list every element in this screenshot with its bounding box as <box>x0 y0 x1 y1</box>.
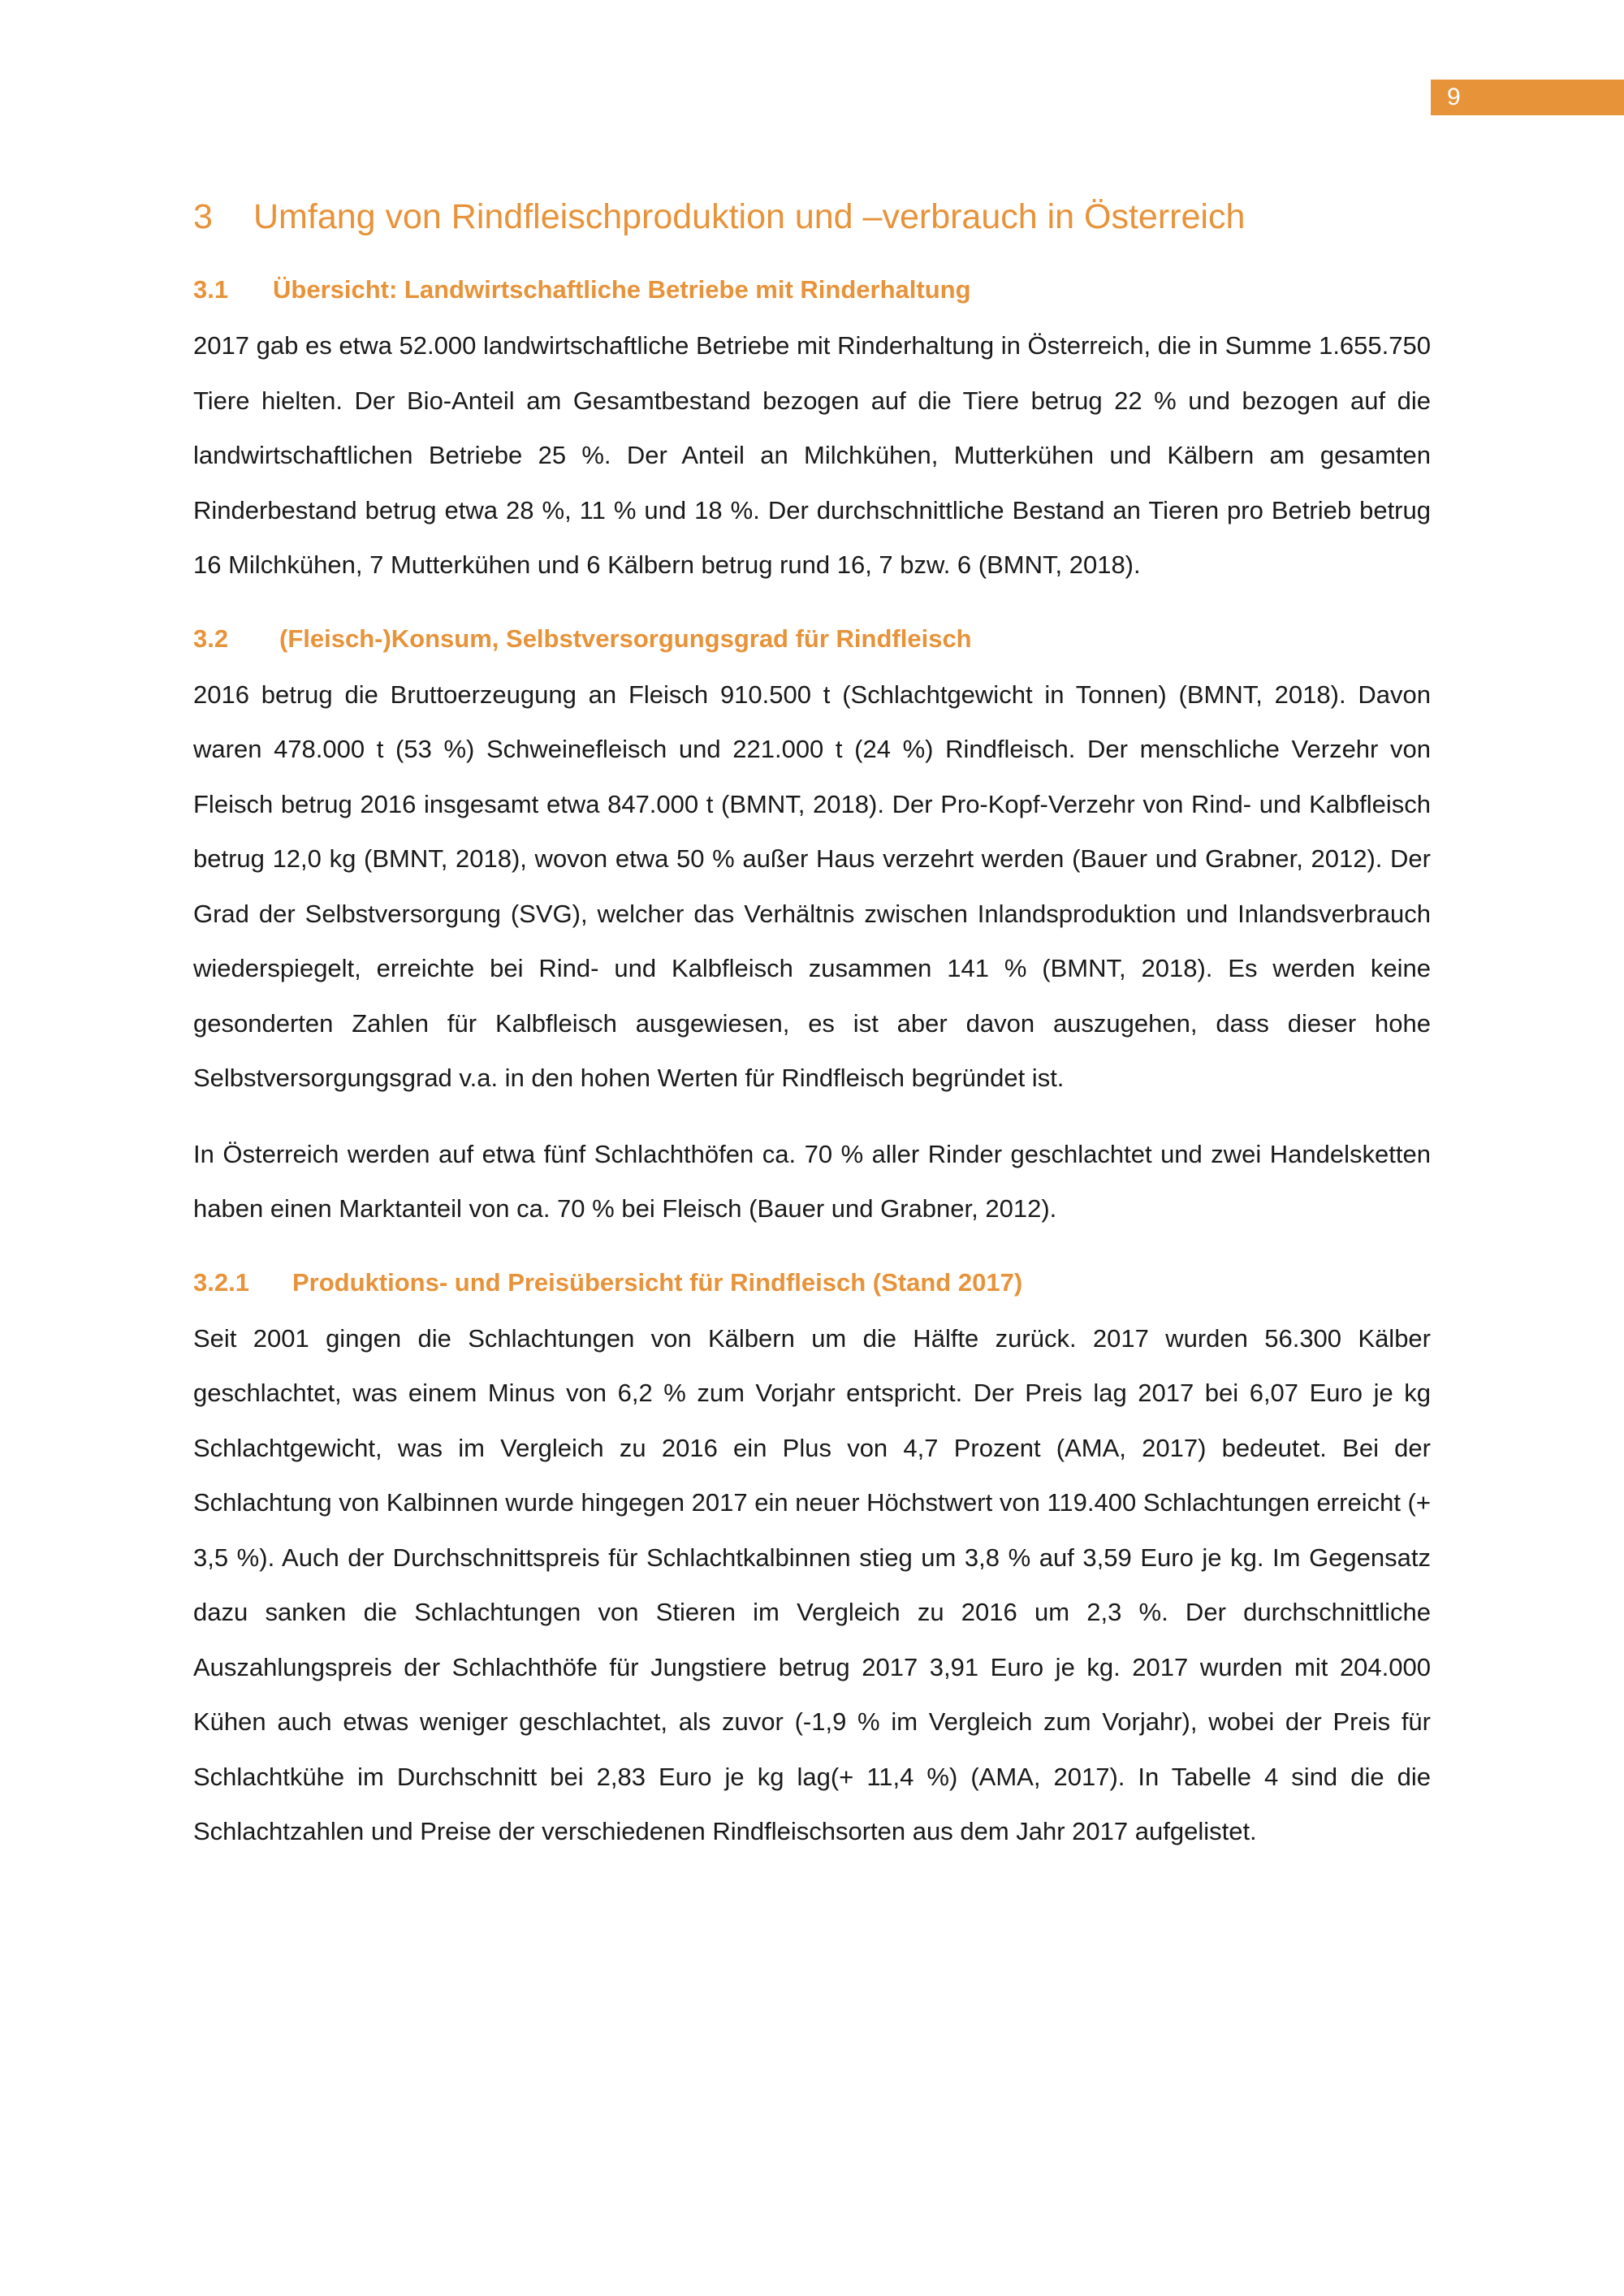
section-3-2-1-paragraph: Seit 2001 gingen die Schlachtungen von Kälbern um die Hälfte zurück. 2017 wurden 56.300 Kälber geschlachtet, was einem Minus von 6,2 % zum Vorjahr entspricht. Der Preis lag 2017 bei 6,07 Euro je kg Schlachtgewicht, was im Vergleich zu 2016 ein Plus von 4,7 Prozent (AMA, 2017) bedeutet. Bei der Schlachtung von Kalbinnen wurde hingegen 2017 ein neuer Höchstwert von 119.400 Schlachtungen erreicht (+ 3,5 %). Auch der Durchschnittspreis für Schlachtkalbinnen stieg um 3,8 % auf 3,59 Euro je kg. Im Gegensatz dazu sanken die Schlachtungen von Stieren im Vergleich zu 2016 um 2,3 %. Der durchschnittliche Auszahlungspreis der Schlachthöfe für Jungstiere betrug 2017 3,91 Euro je kg. 2017 wurden mit 204.000 Kühen auch etwas weniger geschlachtet, als zuvor (-1,9 % im Vergleich zum Vorjahr), wobei der Preis für Schlachtkühe im Durchschnitt bei 2,83 Euro je kg lag(+ 11,4 %) (AMA, 2017). In Tabelle 4 sind die die Schlachtzahlen und Preise der verschiedenen Rindfleischsorten aus dem Jahr 2017 aufgelistet. <box>193 1323 1431 1845</box>
page-number: 9 <box>1447 84 1461 110</box>
section-3-2-1-title: Produktions- und Preisübersicht für Rindfleisch (Stand 2017) <box>292 1267 1023 1297</box>
section-3-heading <box>193 188 1431 245</box>
page-content <box>193 188 1431 1880</box>
section-3-title: Umfang von Rindfleischproduktion und –verbrauch in Österreich <box>253 197 1246 236</box>
section-3-1-number: 3.1 <box>193 275 229 304</box>
section-3-2-paragraph-1: 2016 betrug die Bruttoerzeugung an Fleisch 910.500 t (Schlachtgewicht in Tonnen) (BMNT, 2018). Davon waren 478.000 t (53 %) Schweinefleisch und 221.000 t (24 %) Rindfleisch. Der menschliche Verzehr von Fleisch betrug 2016 insgesamt etwa 847.000 t (BMNT, 2018). Der Pro-Kopf-Verzehr von Rind- und Kalbfleisch betrug 12,0 kg (BMNT, 2018), wovon etwa 50 % außer Haus verzehrt werden (Bauer und Grabner, 2012). Der Grad der Selbstversorgung (SVG), welcher das Verhältnis zwischen Inlandsproduktion und Inlandsverbrauch wiederspiegelt, erreichte bei Rind- und Kalbfleisch zusammen 141 % (BMNT, 2018). Es werden keine gesonderten Zahlen für Kalbfleisch ausgewiesen, es ist aber davon auszugehen, dass dieser hohe Selbstversorgungsgrad v.a. in den hohen Werten für Rindfleisch begründet ist. <box>193 680 1431 1092</box>
section-3-2-paragraph-2: In Österreich werden auf etwa fünf Schlachthöfen ca. 70 % aller Rinder geschlachtet und zwei Handelsketten haben einen Marktanteil von ca. 70 % bei Fleisch (Bauer und Grabner, 2012). <box>193 1139 1431 1223</box>
section-3-1-heading <box>193 265 1431 315</box>
section-3-2-number: 3.2 <box>193 624 229 653</box>
section-3-1-title: Übersicht: Landwirtschaftliche Betriebe mit Rinderhaltung <box>273 275 971 304</box>
section-3-1-paragraph: 2017 gab es etwa 52.000 landwirtschaftliche Betriebe mit Rinderhaltung in Österreich, die in Summe 1.655.750 Tiere hielten. Der Bio-Anteil am Gesamtbestand bezogen auf die Tiere betrug 22 % und bezogen auf die landwirtschaftlichen Betriebe 25 %. Der Anteil an Milchkühen, Mutterkühen und Kälbern am gesamten Rinderbestand betrug etwa 28 %, 11 % und 18 %. Der durchschnittliche Bestand an Tieren pro Betrieb betrug 16 Milchkühen, 7 Mutterkühen und 6 Kälbern betrug rund 16, 7 bzw. 6 (BMNT, 2018). <box>193 331 1431 579</box>
section-3-2-heading <box>193 614 1431 664</box>
section-3-2-1-heading <box>193 1258 1431 1308</box>
section-3-2-1-number: 3.2.1 <box>193 1267 249 1297</box>
section-3-2-title: (Fleisch-)Konsum, Selbstversorgungsgrad für Rindfleisch <box>279 624 972 653</box>
section-3-number: 3 <box>193 197 213 236</box>
